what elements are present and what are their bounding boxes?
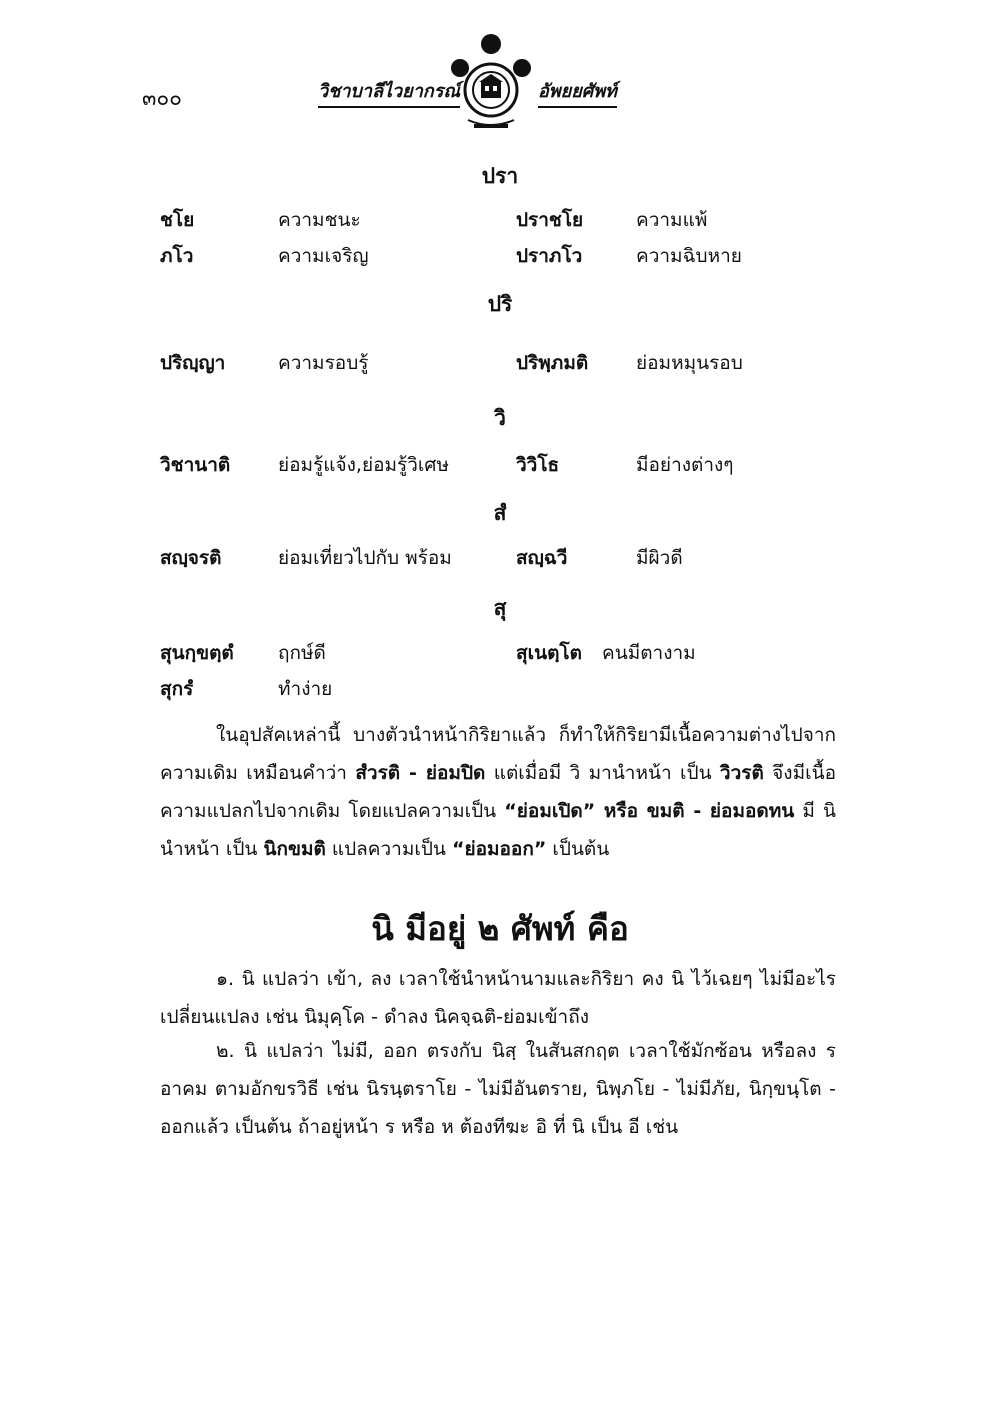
entry-row bbox=[160, 348, 840, 378]
section-title: อัพยยศัพท์ bbox=[538, 76, 617, 108]
prefix-heading-vi: วิ bbox=[494, 406, 506, 430]
entry-meaning: ทำง่าย bbox=[278, 678, 333, 700]
prefix-heading-sam: สํ bbox=[493, 501, 507, 525]
entry-meaning: ความฉิบหาย bbox=[636, 245, 742, 267]
entry-row bbox=[160, 638, 840, 668]
entry-meaning: ย่อมหมุนรอบ bbox=[636, 352, 743, 374]
entry-word: วิชานาติ bbox=[160, 454, 231, 476]
entry-meaning: ความชนะ bbox=[278, 209, 361, 231]
entry-word: สุนกฺขตฺตํ bbox=[160, 642, 234, 664]
entry-row bbox=[160, 450, 840, 480]
entry-meaning: คนมีตางาม bbox=[602, 642, 696, 664]
prefix-heading-su: สุ bbox=[493, 596, 507, 620]
entry-meaning: มีอย่างต่างๆ bbox=[636, 454, 734, 476]
entry-word: สุกรํ bbox=[160, 678, 194, 700]
page-header bbox=[0, 0, 1000, 140]
book-title: วิชาบาลีไวยากรณ์ bbox=[318, 76, 460, 108]
entry-word: ปริญฺญา bbox=[160, 352, 226, 374]
entry-word: ปริพฺภมติ bbox=[516, 352, 589, 374]
entry-row bbox=[160, 674, 840, 704]
ni-item-1: ๑. นิ แปลว่า เข้า, ลง เวลาใช้นำหน้านามและกิริยา คง นิ ไว้เฉยๆ ไม่มีอะไรเปลี่ยนแปลง เช่น นิมุคฺโค - ดำลง นิคจฺฉติ-ย่อมเข้าถึง bbox=[160, 968, 836, 1028]
entry-meaning: ความแพ้ bbox=[636, 209, 708, 231]
ni-item-2: ๒. นิ แปลว่า ไม่มี, ออก ตรงกับ นิสฺ ในสันสกฤต เวลาใช้มักซ้อน หรือลง ร อาคม ตามอักขรวิธี เช่น นิรนฺตราโย - ไม่มีอันตราย, นิพฺภโย - ไม่มีภัย, นิกฺขนฺโต - ออกแล้ว เป็นต้น ถ้าอยู่หน้า ร หรือ ห ต้องทีฆะ อิ ที่ นิ เป็น อี เช่น bbox=[160, 1040, 836, 1138]
entry-row bbox=[160, 205, 840, 235]
entry-word: วิวิโธ bbox=[516, 454, 560, 476]
entry-meaning: ย่อมรู้แจ้ง,ย่อมรู้วิเศษ bbox=[278, 454, 449, 476]
entry-meaning: มีผิวดี bbox=[636, 547, 683, 569]
entry-meaning: ฤกษ์ดี bbox=[278, 642, 326, 664]
prefix-heading-pari: ปริ bbox=[487, 292, 513, 316]
entry-meaning: ความเจริญ bbox=[278, 245, 369, 267]
entry-word: ปราชโย bbox=[516, 209, 584, 231]
entry-word: ภโว bbox=[160, 245, 194, 267]
entry-word: สญฺฉวี bbox=[516, 547, 568, 569]
school-emblem-icon bbox=[446, 32, 536, 136]
entry-word: ชโย bbox=[160, 209, 195, 231]
entry-meaning: ย่อมเที่ยวไปกับ พร้อม bbox=[278, 547, 452, 569]
entry-word: สญฺจรติ bbox=[160, 547, 222, 569]
ni-section-heading: นิ มีอยู่ ๒ ศัพท์ คือ bbox=[371, 909, 629, 948]
prefix-heading-pra: ปรา bbox=[481, 164, 519, 188]
entry-meaning: ความรอบรู้ bbox=[278, 352, 369, 374]
entry-word: ปราภโว bbox=[516, 245, 583, 267]
entry-row bbox=[160, 543, 840, 573]
entry-row bbox=[160, 241, 840, 271]
explanation-paragraph: ในอุปสัคเหล่านี้ บางตัวนำหน้ากิริยาแล้ว ก็ทำให้กิริยามีเนื้อความต่างไปจากความเดิม เหมือนคำว่า สํวรติ - ย่อมปิด แต่เมื่อมี วิ มานำหน้า เป็น วิวรติ จึงมีเนื้อความแปลกไปจากเดิม โดยแปลความเป็น “ย่อมเปิด” หรือ ขมติ - ย่อมอดทน มี นิ นำหน้า เป็น นิกขมติ แปลความเป็น “ย่อมออก” เป็นต้น bbox=[160, 724, 836, 860]
entry-word: สุเนตฺโต bbox=[516, 642, 582, 664]
page-number: ๓๐๐ bbox=[142, 86, 182, 110]
